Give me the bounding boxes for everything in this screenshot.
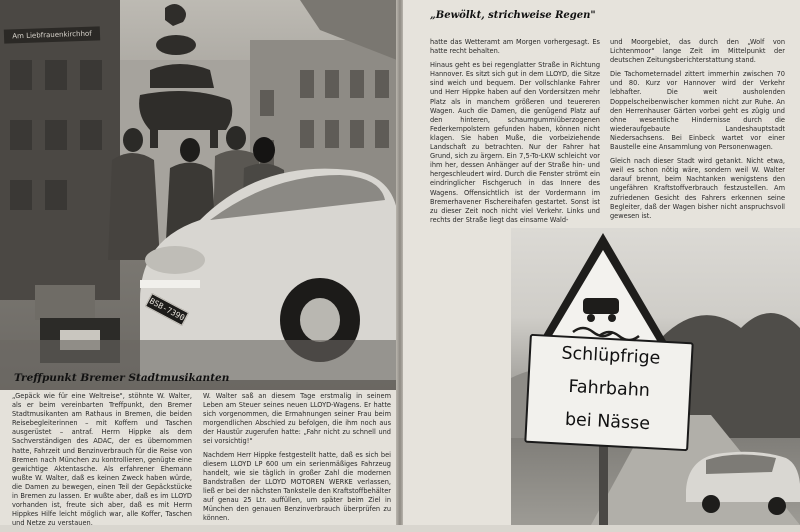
paragraph: Nachdem Herr Hippke festgestellt hatte, daß es sich bei diesem LLOYD LP 600 um ein serienmäßiges Fahrzeug handelt, wie sie täglich in großer Zahl die modernen Bandstraßen der LLOYD MOTOREN WERKE verlassen, ließ er bei der nächsten Tankstelle den Kraftstoffbehälter auf genau 25 Ltr. auffüllen, um später beim Ziel in München den genauen Benzinverbrauch überprüfen zu können. <box>203 450 391 523</box>
license-plate: BSB-7390 <box>145 293 189 326</box>
sign-line-1: Schlüpfrige <box>560 343 661 369</box>
paragraph: Hinaus geht es bei regenglatter Straße in Richtung Hannover. Es sitzt sich gut in dem LLOYD, die Sitze sind weich und bequem. Der vollschlanke Fahrer und Herr Hippke haben auf den Vordersitzen mehr Platz als in manchem größeren und teuereren Wagen. Auch die Damen, die genügend Platz auf den hinteren, schaumgummiüberzogenen Federkernpolstern gefunden haben, können nicht klagen. Sie haben Muße, die vorbeiziehende Landschaft zu betrachten. Nur der Fahrer hat Grund, sich zu ärgern. Ein 7,5-To-LKW schleicht vor ihm her, dessen Anhänger auf der Straße hin- und hergeschleudert wird. Durch die Fenster strömt ein eindringlicher Fischgeruch in das Innere des Wagens. Offensichtlich ist der Vordermann im Bremerhavener Fischereihafen gestartet. Sonst ist zu dieser Zeit noch nicht viel Verkehr. Links und rechts der Straße liegt das einsame Wald- <box>430 61 600 224</box>
paragraph: „Gepäck wie für eine Weltreise", stöhnte W. Walter, als er beim vereinbarten Treffpunkt, den Bremer Stadtmusikanten am Rathaus in Bremen, die beiden Reisebegleiterinnen – mit Koffern und Taschen ausgerüstet – antraf. Herrn Hippke als dem Sachverständigen des ADAC, der es übernommen hatte, Fahrzeit und Benzinverbrauch für die Reise von Bremen nach München zu kontrollieren, genügte eine gewichtige Aktentasche. Als erfahrener Ehemann wußte W. Walter, daß es keinen Zweck haben würde, die Damen zu bewegen, einen Teil der Gepäckstücke in Bremen zu lassen. Er wußte aber, daß es im LLOYD vorhanden ist, freute sich aber, daß es mit Herrn Hippkes Hilfe leicht möglich war, alle Koffer, Taschen und Netze zu verstauen. <box>12 392 192 528</box>
left-text-column-1 <box>12 392 192 532</box>
sign-line-3: bei Nässe <box>564 409 651 435</box>
right-text-column-2 <box>610 38 785 226</box>
photo-bremen-town-musicians <box>0 0 397 390</box>
photo-caption: Treffpunkt Bremer Stadtmusikanten <box>14 372 230 384</box>
photo-left-illustration <box>0 0 397 390</box>
paragraph: hatte das Wetteramt am Morgen vorhergesagt. Es hatte recht behalten. <box>430 38 600 56</box>
paragraph: Die Tachometernadel zittert immerhin zwischen 70 und 80. Kurz vor Hannover wird der Verkehr lebhafter. Die weit ausholenden Doppelscheibenwischer kommen nicht zur Ruhe. An den Herrenhauser Gärten vorbei geht es zügig und ohne wesentliche Hindernisse durch die wiederaufgebaute Landeshauptstadt Niedersachsens. Bei Einbeck wartet vor einer Baustelle eine Ansammlung von Personenwagen. <box>610 70 785 152</box>
left-text-column-2 <box>203 392 391 527</box>
text-sign <box>524 334 693 451</box>
street-sign: Am Liebfrauenkirchhof <box>4 26 100 43</box>
section-heading: „Bewölkt, strichweise Regen" <box>430 10 596 21</box>
paragraph: und Moorgebiet, das durch den „Wolf von Lichtenmoor" lange Zeit im Mittelpunkt der deutschen Zeitungsberichterstattung stand. <box>610 38 785 65</box>
sign-line-2: Fahrbahn <box>567 376 651 402</box>
paragraph: W. Walter saß an diesem Tage erstmalig in seinem Leben am Steuer seines neuen LLOYD-Wagens. Er hatte sich vorgenommen, die Ermahnungen seiner Frau beim morgendlichen Abschied zu befolgen, die ihm noch aus der Haustür zugerufen hatte: „Fahr nicht zu schnell und sei vorsichtig!" <box>203 392 391 446</box>
paragraph: Gleich nach dieser Stadt wird getankt. Nicht etwa, weil es schon nötig wäre, sondern weil W. Walter darauf brennt, beim Nachtanken wenigstens den ungefähren Kraftstoffverbrauch festzustellen. Am zufriedenen Gesicht des Fahrers erkennen seine Begleiter, daß der Wagen bisher nicht anspruchsvoll gewesen ist. <box>610 157 785 220</box>
right-text-column-1 <box>430 38 600 230</box>
